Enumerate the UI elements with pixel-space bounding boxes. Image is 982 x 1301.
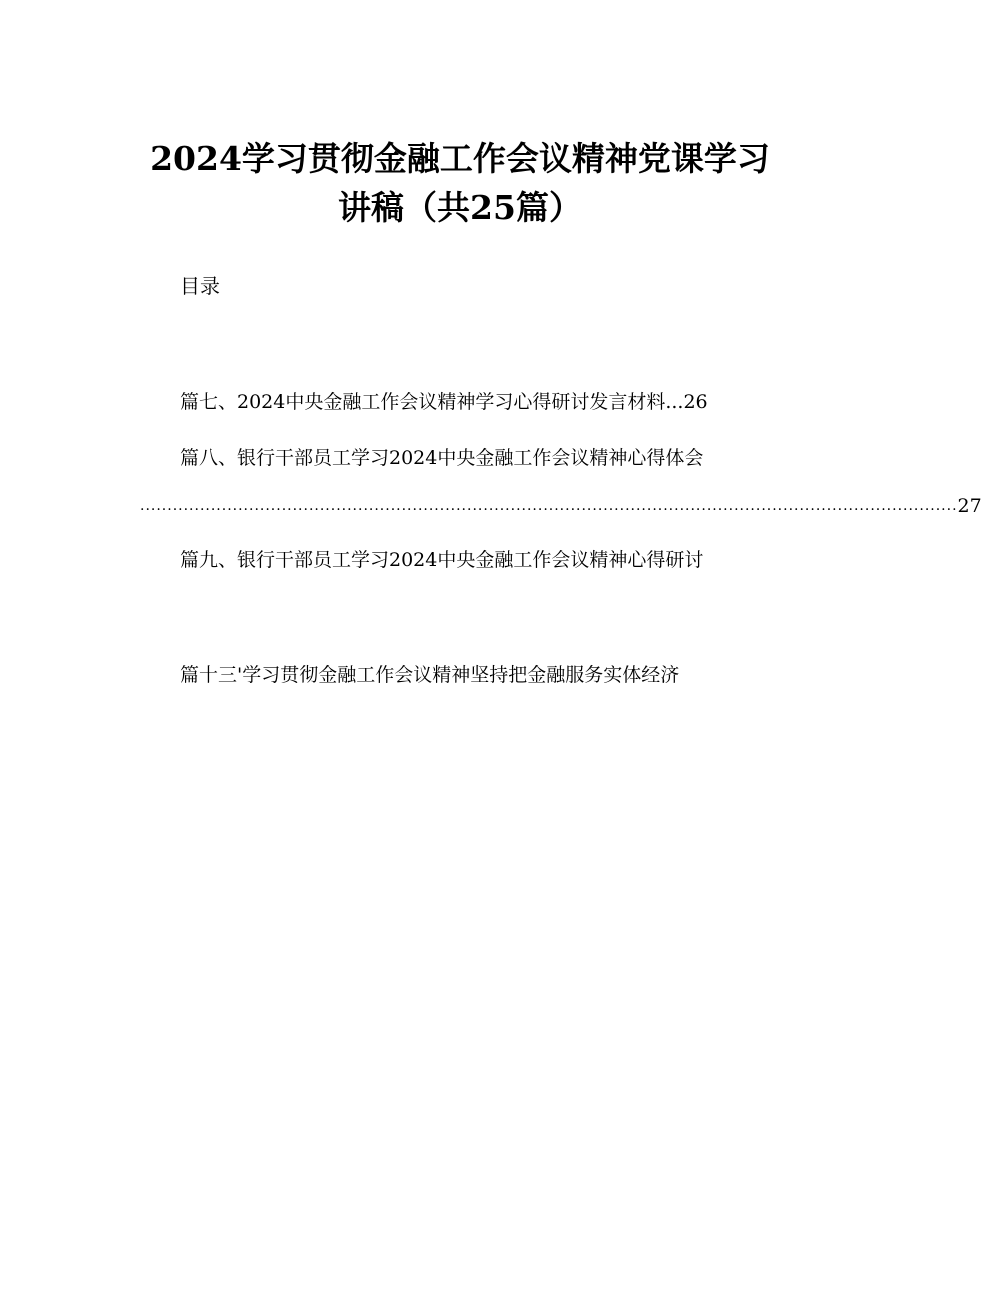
toc-entry-7[interactable]: 篇七、2024中央金融工作会议精神学习心得研讨发言材料...26 — [180, 391, 708, 413]
document-title-line-2: 讲稿（共25篇） — [338, 188, 582, 227]
toc-entry-8[interactable]: 篇八、银行干部员工学习2024中央金融工作会议精神心得体会 — [180, 447, 704, 469]
toc-dot-leader: ...................................................................................................................................................... — [140, 498, 958, 514]
toc-heading: 目录 — [180, 274, 220, 298]
document-title-line-1: 2024学习贯彻金融工作会议精神党课学习 — [150, 139, 770, 178]
toc-page-number: 27 — [957, 495, 982, 517]
toc-entry-9[interactable]: 篇九、银行干部员工学习2024中央金融工作会议精神心得研讨 — [180, 549, 704, 571]
toc-entry-8-continuation[interactable] — [140, 492, 982, 520]
toc-entry-13[interactable]: 篇十三'学习贯彻金融工作会议精神坚持把金融服务实体经济 — [180, 664, 680, 686]
